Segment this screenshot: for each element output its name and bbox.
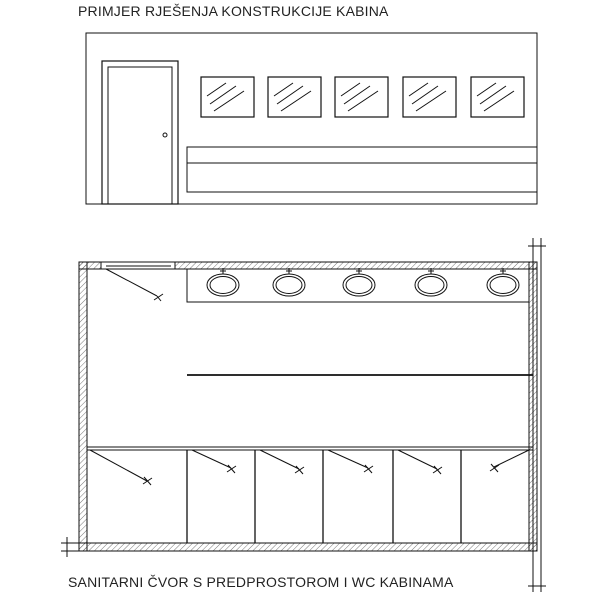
wc-cabin-door: [192, 450, 236, 473]
sink: [487, 268, 519, 296]
plan-walls: [79, 262, 537, 551]
wc-cabin-door: [398, 450, 442, 474]
cabin-front-wall: [87, 447, 533, 450]
wc-cabin-door: [328, 450, 373, 473]
floor-plan: [61, 238, 546, 592]
elevation-door: [102, 61, 178, 204]
wc-cabin-door: [90, 450, 152, 485]
mirror: [335, 77, 388, 117]
sink: [207, 268, 239, 296]
elevation-view: [86, 33, 537, 204]
sink: [415, 268, 447, 296]
wc-cabin-door: [260, 450, 304, 474]
plan-title: SANITARNI ČVOR S PREDPROSTOROM I WC KABINAMA: [68, 574, 454, 590]
mirror: [471, 77, 524, 117]
door-handle-icon: [163, 133, 167, 137]
wc-cabin-door: [490, 450, 529, 472]
mirror: [403, 77, 456, 117]
sink: [343, 268, 375, 296]
elevation-counter: [187, 147, 537, 192]
elevation-title: PRIMJER RJEŠENJA KONSTRUKCIJE KABINA: [78, 3, 389, 19]
sink: [273, 268, 305, 296]
mirror: [201, 77, 254, 117]
mirror: [268, 77, 321, 117]
entry-door: [101, 262, 175, 301]
break-lines: [61, 238, 546, 592]
elevation-wall-outline: [86, 33, 537, 204]
cabin-partitions: [187, 450, 461, 543]
